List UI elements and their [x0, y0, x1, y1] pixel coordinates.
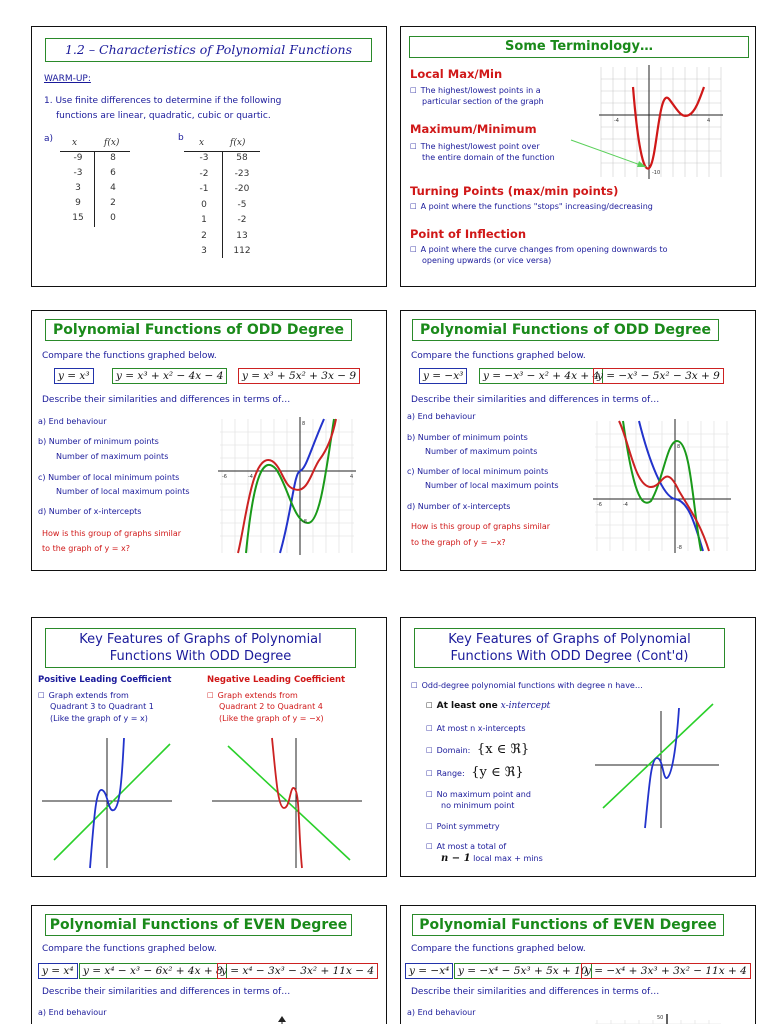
- describe-text: Describe their similarities and differences in terms of…: [42, 987, 291, 997]
- graph-tick-neg6: -6: [597, 502, 602, 508]
- graph-curve-blue: [280, 419, 324, 553]
- table-a-header-rule: [60, 151, 130, 152]
- table-b-fx-cell: -23: [234, 168, 250, 179]
- feature-local-max-mins-text: local max + mins: [473, 854, 543, 863]
- slide-even-degree-negative: [400, 905, 756, 1024]
- table-a-header-x: x: [72, 138, 78, 148]
- item-end-behaviour: a) End behaviour: [38, 1008, 107, 1017]
- question-line-2: functions are linear, quadratic, cubic or quartic.: [56, 111, 271, 121]
- equation-1: y = x⁴: [38, 963, 78, 979]
- item-end-behaviour: a) End behaviour: [407, 1008, 476, 1017]
- table-b-fx-cell: -20: [234, 184, 250, 194]
- slide-title: 1.2 – Characteristics of Polynomial Functions: [64, 42, 353, 57]
- table-a-fx-cell: 4: [110, 183, 116, 193]
- table-a-x-cell: -3: [73, 168, 83, 178]
- table-b-fx-cell: -5: [237, 199, 247, 210]
- equation-2: y = x⁴ − x³ − 6x² + 4x + 8: [79, 963, 227, 979]
- negative-desc-1: □ Graph extends from: [207, 691, 298, 700]
- line-y-equals-x: [603, 704, 713, 808]
- intro-text: Compare the functions graphed below.: [411, 944, 586, 954]
- negative-desc-3: (Like the graph of y = −x): [219, 714, 324, 723]
- slide-title-line-1: Key Features of Graphs of Polynomial: [79, 632, 322, 647]
- equation-3: y = x³ + 5x² + 3x − 9: [238, 368, 360, 384]
- slide-odd-degree-negative: [400, 310, 756, 571]
- table-b-fx-cell: 112: [233, 246, 251, 256]
- graph-tick-8: 8: [302, 421, 306, 427]
- table-a-fx-cell: 8: [110, 153, 116, 163]
- describe-text: Describe their similarities and differences in terms of…: [42, 395, 291, 405]
- graph-tick-neg8: -8: [677, 545, 682, 551]
- feature-at-least-one-rest: x-intercept: [500, 701, 551, 711]
- feature-range-value: {y ∈ ℜ}: [471, 765, 524, 780]
- item-local-min-points: c) Number of local minimum points: [407, 467, 549, 476]
- intro-text: Compare the functions graphed below.: [42, 944, 217, 954]
- negative-leading-graph: [32, 618, 387, 877]
- table-b-x-cell: -2: [199, 168, 209, 179]
- term-max-min: Maximum/Minimum: [410, 122, 537, 136]
- slide-title: Some Terminology…: [505, 39, 653, 54]
- graph-tick-neg4: -4: [248, 474, 253, 480]
- table-b-x-cell: 2: [201, 230, 207, 241]
- feature-no-max-2: no minimum point: [441, 801, 515, 810]
- positive-desc-2: Quadrant 3 to Quadrant 1: [50, 702, 154, 711]
- item-end-behaviour: a) End behaviour: [407, 412, 476, 421]
- table-a-x-cell: 3: [75, 183, 81, 193]
- feature-domain-value: {x ∈ ℜ}: [476, 742, 530, 757]
- negative-desc-2: Quadrant 2 to Quadrant 4: [219, 702, 323, 711]
- item-min-points: b) Number of minimum points: [38, 437, 159, 446]
- graph-tick-4: 4: [707, 118, 711, 124]
- feature-domain-label: □ Domain:: [426, 746, 470, 755]
- feature-at-least-one-bold: □ At least one: [426, 701, 498, 711]
- feature-at-most-total: □ At most a total of: [426, 842, 506, 851]
- graph-tick-neg8: -8: [302, 519, 307, 525]
- graph-tick-neg4: -4: [614, 118, 619, 124]
- term-local-max-min-def-2: particular section of the graph: [422, 97, 544, 106]
- intro-text: Compare the functions graphed below.: [42, 351, 217, 361]
- slide-title: Polynomial Functions of ODD Degree: [53, 322, 344, 338]
- slide-title-line-2: Functions With ODD Degree: [109, 649, 292, 664]
- table-b-header-x: x: [199, 138, 205, 148]
- term-turning-points-def: □ A point where the functions "stops" increasing/decreasing: [410, 202, 653, 211]
- slide-key-features-odd: [31, 617, 387, 877]
- graph-tick-neg10: -10: [652, 170, 661, 176]
- part-b-label: b: [178, 133, 184, 143]
- item-local-max-points: Number of local maximum points: [425, 481, 559, 490]
- describe-text: Describe their similarities and differences in terms of…: [411, 987, 660, 997]
- term-local-max-min-def-1: □ The highest/lowest points in a: [410, 86, 541, 95]
- slide-title: Polynomial Functions of EVEN Degree: [49, 917, 348, 933]
- table-a-divider: [94, 151, 95, 227]
- feature-at-most-n: □ At most n x-intercepts: [426, 724, 526, 733]
- table-a-fx-cell: 0: [110, 213, 116, 223]
- feature-no-max-1: □ No maximum point and: [426, 790, 531, 799]
- table-b-fx-cell: 58: [236, 153, 248, 163]
- graph-grid: [220, 419, 354, 553]
- item-local-min-points: c) Number of local minimum points: [38, 473, 180, 482]
- cubic-curve-neg: [272, 738, 302, 868]
- intro-text: Compare the functions graphed below.: [411, 351, 586, 361]
- even-degree-graph-stub: [32, 906, 387, 1024]
- feature-point-symmetry: □ Point symmetry: [426, 822, 500, 831]
- equation-3: y = −x⁴ + 3x³ + 3x² − 11x + 4: [581, 963, 751, 979]
- slide-terminology: [400, 26, 756, 287]
- term-turning-points: Turning Points (max/min points): [410, 184, 619, 198]
- question-line-1: How is this group of graphs similar: [411, 522, 551, 531]
- slide-odd-degree-positive: [31, 310, 387, 571]
- slide-title-line-2: Functions With ODD Degree (Cont'd): [450, 649, 689, 664]
- table-a-x-cell: 15: [72, 213, 84, 223]
- odd-degree-graph: [32, 311, 387, 571]
- table-a-x-cell: 9: [75, 198, 81, 208]
- slide-warmup: [31, 26, 387, 287]
- table-b-x-cell: 1: [201, 215, 207, 225]
- question-line-2: to the graph of y = −x?: [411, 538, 506, 547]
- slide-key-features-odd-contd: [400, 617, 756, 877]
- negative-heading: Negative Leading Coefficient: [207, 675, 346, 685]
- equation-2: y = x³ + x² − 4x − 4: [112, 368, 227, 384]
- item-max-points: Number of maximum points: [425, 447, 538, 456]
- table-a-fx-cell: 2: [110, 198, 116, 208]
- warmup-label: WARM-UP:: [44, 74, 91, 84]
- equation-1: y = −x³: [419, 368, 467, 384]
- table-b-x-cell: -1: [199, 184, 209, 194]
- feature-n-minus-1: n − 1: [441, 853, 471, 864]
- positive-desc-1: □ Graph extends from: [38, 691, 129, 700]
- item-x-intercepts: d) Number of x-intercepts: [38, 507, 142, 516]
- table-b-divider: [222, 151, 223, 258]
- slide-title: Polynomial Functions of ODD Degree: [420, 322, 711, 338]
- table-a-fx-cell: 6: [110, 168, 116, 178]
- intro-text: □ Odd-degree polynomial functions with degree n have…: [411, 681, 643, 690]
- term-inflection-def-1: □ A point where the curve changes from opening downwards to: [410, 245, 668, 254]
- question-line-1: 1. Use finite differences to determine if the following: [44, 96, 282, 106]
- slide-title-line-1: Key Features of Graphs of Polynomial: [448, 632, 691, 647]
- positive-desc-3: (Like the graph of y = x): [50, 714, 148, 723]
- equation-3: y = −x³ − 5x² − 3x + 9: [593, 368, 724, 384]
- item-x-intercepts: d) Number of x-intercepts: [407, 502, 511, 511]
- equation-2: y = −x⁴ − 5x³ + 5x + 10: [454, 963, 592, 979]
- table-b-fx-cell: 13: [236, 230, 248, 241]
- question-line-2: to the graph of y = x?: [42, 544, 130, 553]
- term-max-min-def-2: the entire domain of the function: [422, 153, 555, 162]
- describe-text: Describe their similarities and differences in terms of…: [411, 395, 660, 405]
- graph-tick-4: 4: [350, 474, 354, 480]
- terminology-graph: [401, 27, 756, 287]
- term-local-max-min: Local Max/Min: [410, 67, 503, 81]
- feature-range-label: □ Range:: [426, 769, 465, 778]
- item-local-max-points: Number of local maximum points: [56, 487, 190, 496]
- graph-tick-8: 8: [677, 444, 681, 450]
- term-point-of-inflection: Point of Inflection: [410, 227, 526, 241]
- table-b-x-cell: 3: [201, 246, 207, 256]
- cubic-curve: [645, 708, 679, 828]
- table-a-header-fx: f(x): [104, 138, 120, 148]
- question-line-1: How is this group of graphs similar: [42, 529, 182, 538]
- equation-1: y = x³: [54, 368, 94, 384]
- graph-tick-neg6: -6: [222, 474, 227, 480]
- even-degree-negative-graph-stub: [401, 906, 756, 1024]
- table-b-header-fx: f(x): [230, 138, 246, 148]
- table-b-x-cell: -3: [199, 153, 209, 163]
- part-a-label: a): [44, 134, 54, 144]
- graph-tick-neg4: -4: [623, 502, 628, 508]
- table-b-fx-cell: -2: [237, 215, 247, 225]
- odd-degree-summary-graph: [401, 618, 756, 877]
- equation-1: y = −x⁴: [405, 963, 453, 979]
- term-inflection-def-2: opening upwards (or vice versa): [422, 256, 552, 265]
- equation-2: y = −x³ − x² + 4x + 4: [479, 368, 603, 384]
- table-a-x-cell: -9: [73, 153, 83, 163]
- item-min-points: b) Number of minimum points: [407, 433, 528, 442]
- table-b-x-cell: 0: [201, 199, 207, 210]
- graph-axis-arrow: [278, 1016, 286, 1022]
- slide-title-box: [45, 38, 372, 62]
- item-end-behaviour: a) End behaviour: [38, 417, 107, 426]
- odd-degree-negative-graph: [401, 311, 756, 571]
- graph-tick-50: 50: [657, 1015, 664, 1021]
- graph-grid: [601, 67, 721, 177]
- positive-heading: Positive Leading Coefficient: [38, 675, 172, 685]
- term-max-min-def-1: □ The highest/lowest point over: [410, 142, 540, 151]
- graph-curve: [633, 87, 704, 169]
- item-max-points: Number of maximum points: [56, 452, 169, 461]
- equation-3: y = x⁴ − 3x³ − 3x² + 11x − 4: [217, 963, 378, 979]
- slide-even-degree-positive: [31, 905, 387, 1024]
- slide-title: Polynomial Functions of EVEN Degree: [419, 917, 717, 933]
